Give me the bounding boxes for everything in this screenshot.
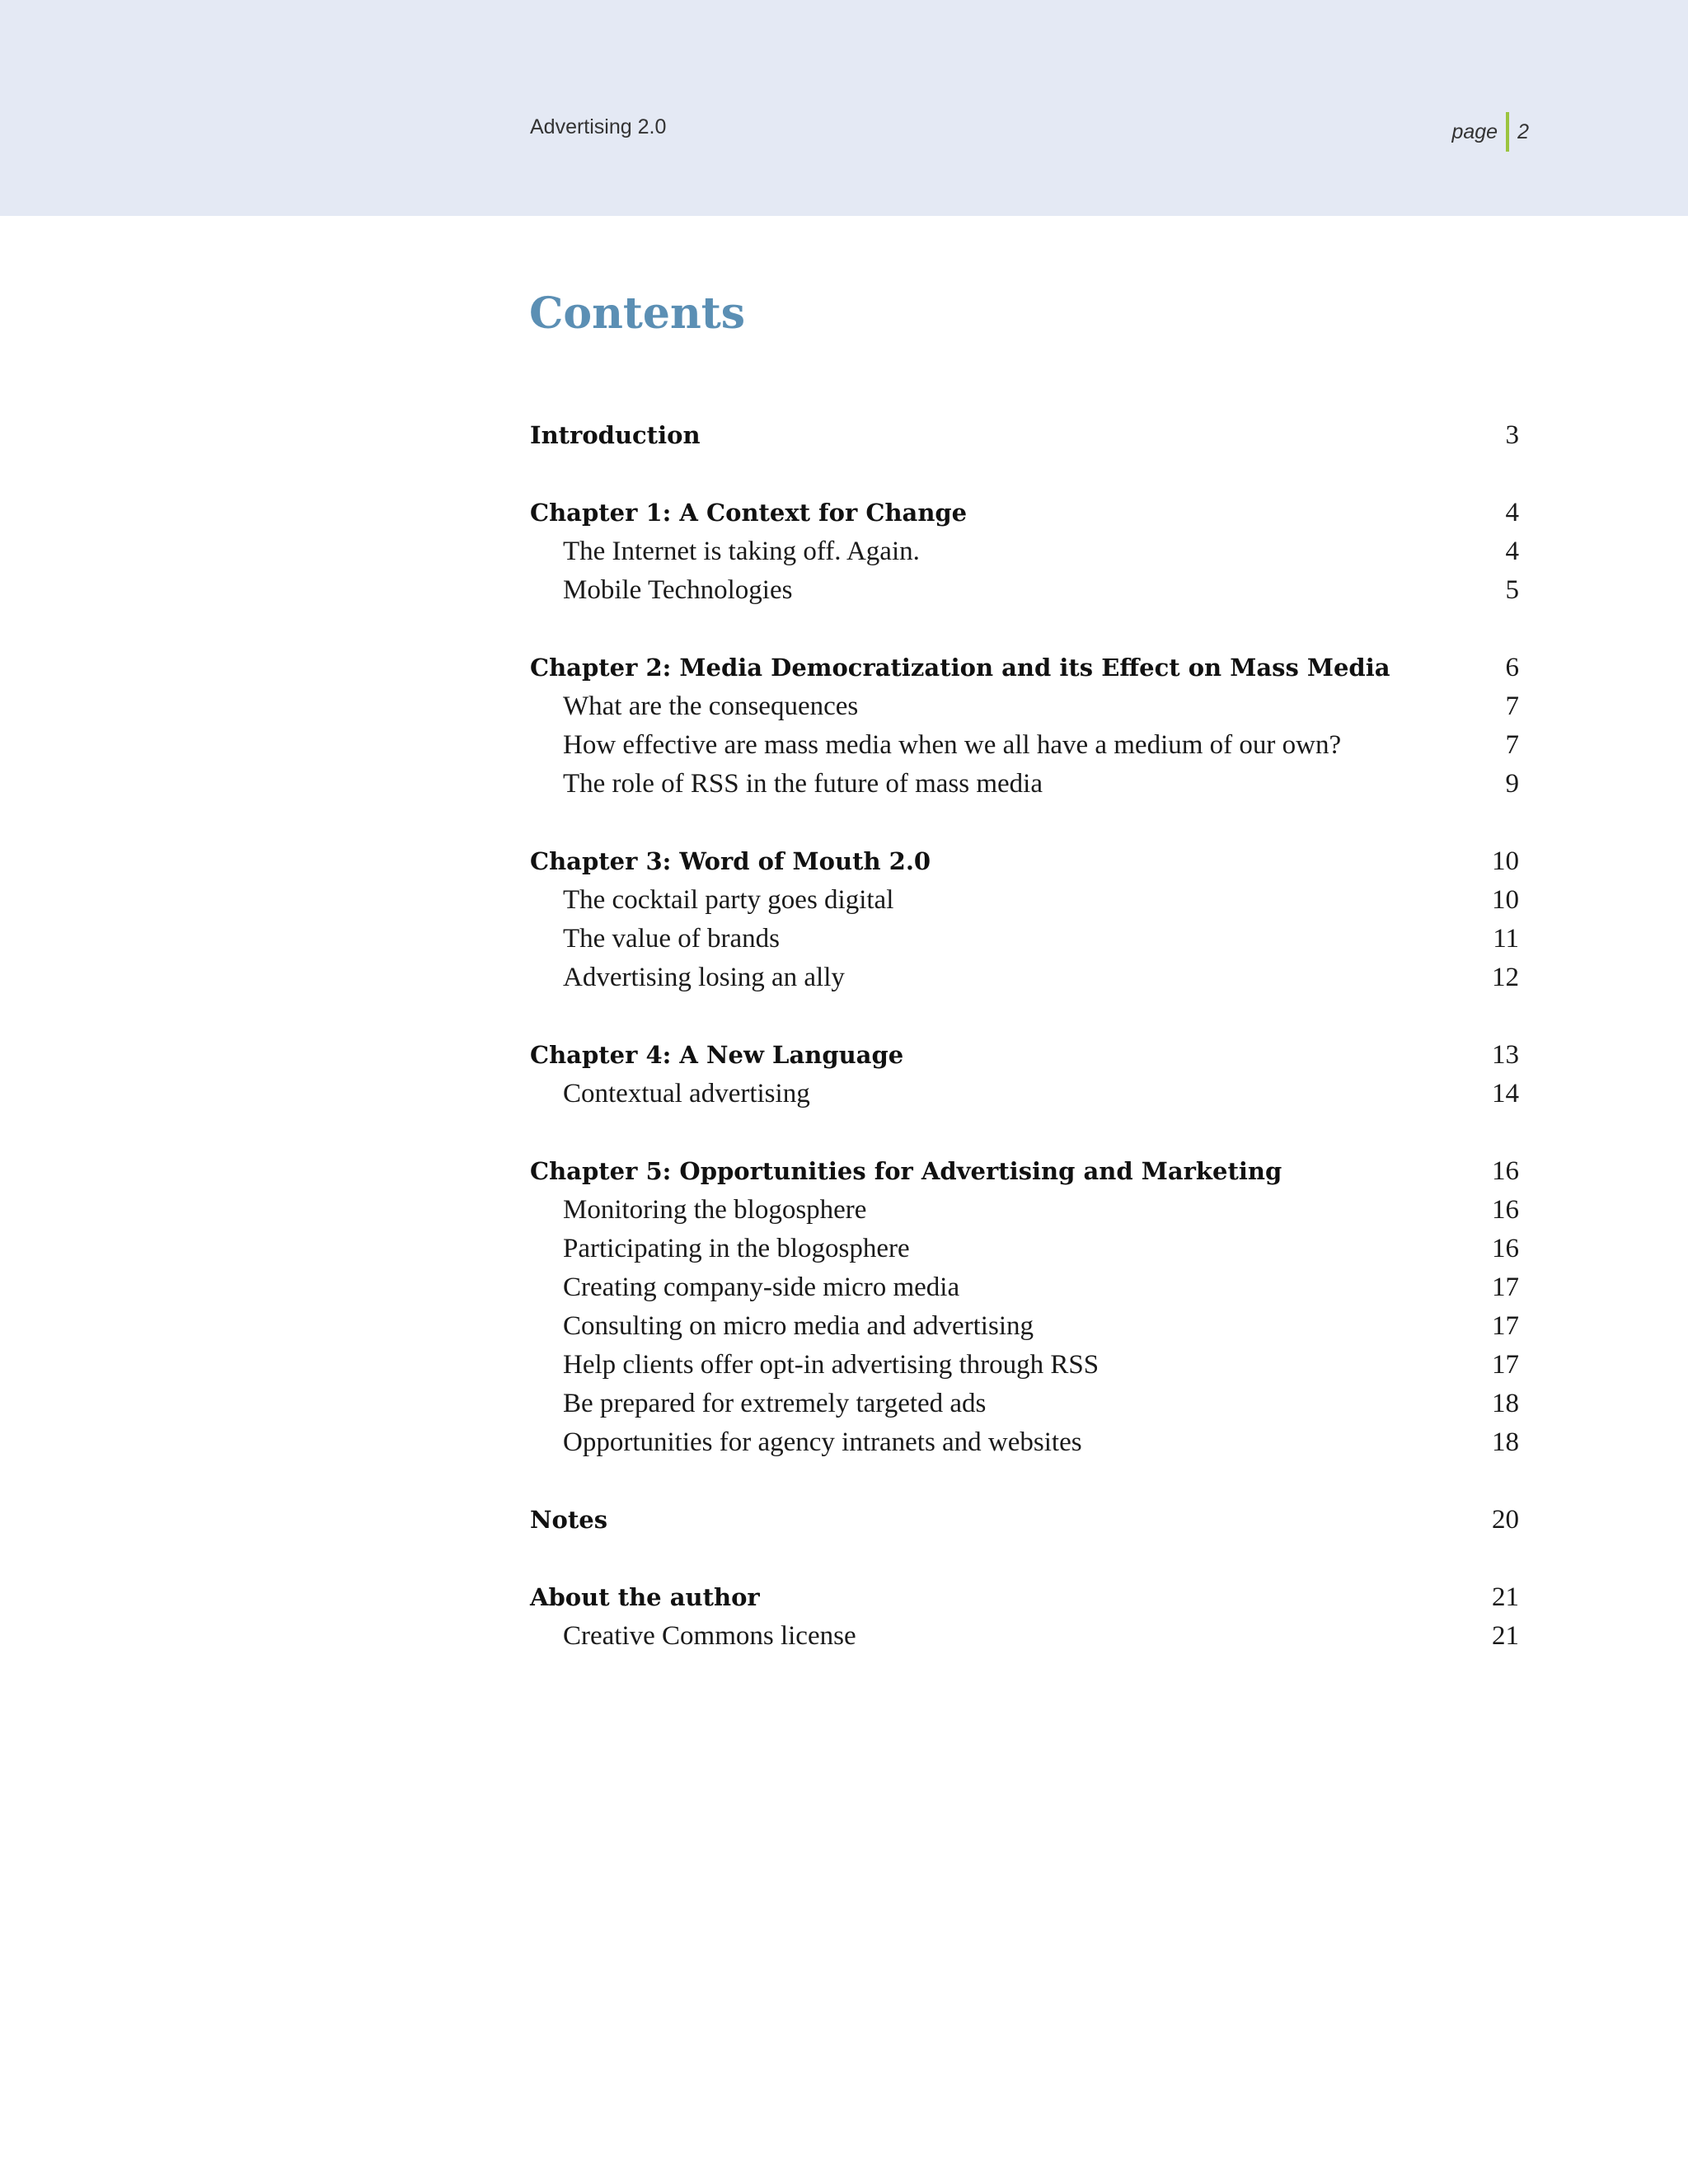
toc-entry-page: 7 (1505, 691, 1519, 721)
toc-entry-page: 9 (1505, 769, 1519, 799)
toc-entry-page: 11 (1493, 924, 1519, 954)
toc-entry-page: 14 (1492, 1079, 1519, 1108)
toc-entry-sub[interactable] (530, 687, 1519, 726)
toc-entry-page: 6 (1505, 653, 1519, 682)
toc-entry-label: Introduction (530, 421, 701, 449)
toc-entry-label: Consulting on micro media and advertising (563, 1311, 1034, 1341)
toc-entry-label: Creative Commons license (563, 1621, 856, 1651)
toc-entry-page: 17 (1492, 1272, 1519, 1302)
page-marker (1451, 112, 1529, 152)
toc-entry-sub[interactable] (530, 881, 1519, 920)
toc-entry-label: Creating company-side micro media (563, 1272, 960, 1302)
toc-entry-page: 3 (1505, 420, 1519, 450)
toc-entry-main[interactable] (530, 649, 1519, 687)
toc-entry-sub[interactable] (530, 1346, 1519, 1385)
toc-entry-main[interactable] (530, 1578, 1519, 1617)
running-title: Advertising 2.0 (530, 115, 667, 138)
toc-entry-page: 4 (1505, 537, 1519, 566)
page-word: page (1451, 120, 1498, 143)
toc-entry-sub[interactable] (530, 958, 1519, 997)
toc-entry-main[interactable] (530, 1152, 1519, 1191)
toc-entry-label: Chapter 4: A New Language (530, 1041, 904, 1069)
toc-entry-label: Contextual advertising (563, 1079, 810, 1108)
toc-entry-label: Chapter 3: Word of Mouth 2.0 (530, 847, 931, 875)
toc-entry-sub[interactable] (530, 765, 1519, 804)
toc-entry-page: 4 (1505, 498, 1519, 527)
toc-entry-sub[interactable] (530, 1385, 1519, 1423)
toc-section (530, 494, 1519, 610)
toc-entry-page: 10 (1492, 885, 1519, 915)
toc-entry-page: 17 (1492, 1311, 1519, 1341)
toc-entry-label: About the author (530, 1583, 760, 1611)
toc-entry-sub[interactable] (530, 571, 1519, 610)
toc-entry-label: Chapter 5: Opportunities for Advertising and Marketing (530, 1157, 1282, 1185)
toc-entry-page: 18 (1492, 1427, 1519, 1457)
toc-entry-main[interactable] (530, 416, 1519, 455)
toc-entry-page: 13 (1492, 1040, 1519, 1070)
toc-section (530, 416, 1519, 455)
toc-entry-label: Chapter 1: A Context for Change (530, 499, 968, 527)
toc-entry-label: What are the consequences (563, 691, 859, 721)
toc-entry-page: 16 (1492, 1195, 1519, 1225)
toc-entry-page: 20 (1492, 1505, 1519, 1535)
toc-entry-page: 21 (1492, 1582, 1519, 1612)
toc-entry-label: Mobile Technologies (563, 575, 793, 605)
toc-section (530, 1152, 1519, 1462)
toc-entry-sub[interactable] (530, 1075, 1519, 1113)
toc-section (530, 1578, 1519, 1656)
toc-entry-page: 17 (1492, 1350, 1519, 1380)
toc-entry-label: Chapter 2: Media Democratization and its Effect on Mass Media (530, 654, 1390, 682)
page-title: Contents (529, 288, 746, 339)
toc-entry-label: The value of brands (563, 924, 780, 954)
toc-entry-label: Be prepared for extremely targeted ads (563, 1389, 987, 1418)
toc-section (530, 1036, 1519, 1113)
toc-entry-sub[interactable] (530, 920, 1519, 958)
toc-entry-page: 12 (1492, 963, 1519, 992)
toc-entry-sub[interactable] (530, 1307, 1519, 1346)
table-of-contents (530, 416, 1519, 1694)
toc-entry-label: Notes (530, 1506, 608, 1534)
toc-entry-page: 21 (1492, 1621, 1519, 1651)
toc-entry-main[interactable] (530, 494, 1519, 532)
toc-entry-sub[interactable] (530, 1617, 1519, 1656)
toc-entry-main[interactable] (530, 1501, 1519, 1540)
toc-entry-label: Monitoring the blogosphere (563, 1195, 867, 1225)
toc-entry-page: 7 (1505, 730, 1519, 760)
toc-entry-sub[interactable] (530, 1230, 1519, 1268)
toc-entry-page: 10 (1492, 846, 1519, 876)
toc-entry-page: 5 (1505, 575, 1519, 605)
toc-entry-main[interactable] (530, 842, 1519, 881)
header-band (0, 0, 1688, 216)
page-divider (1506, 112, 1509, 152)
toc-section (530, 842, 1519, 997)
toc-entry-sub[interactable] (530, 532, 1519, 571)
toc-entry-label: The cocktail party goes digital (563, 885, 894, 915)
toc-entry-page: 16 (1492, 1234, 1519, 1263)
toc-entry-sub[interactable] (530, 1268, 1519, 1307)
toc-entry-label: How effective are mass media when we all have a medium of our own? (563, 730, 1342, 760)
toc-section (530, 1501, 1519, 1540)
toc-entry-label: The Internet is taking off. Again. (563, 537, 920, 566)
toc-entry-label: Opportunities for agency intranets and websites (563, 1427, 1082, 1457)
toc-entry-page: 16 (1492, 1156, 1519, 1186)
page-number: 2 (1517, 120, 1529, 143)
toc-entry-sub[interactable] (530, 1191, 1519, 1230)
toc-entry-main[interactable] (530, 1036, 1519, 1075)
toc-entry-sub[interactable] (530, 1423, 1519, 1462)
toc-entry-label: Participating in the blogosphere (563, 1234, 910, 1263)
toc-entry-sub[interactable] (530, 726, 1519, 765)
toc-entry-page: 18 (1492, 1389, 1519, 1418)
toc-entry-label: Advertising losing an ally (563, 963, 845, 992)
toc-entry-label: Help clients offer opt-in advertising through RSS (563, 1350, 1100, 1380)
toc-section (530, 649, 1519, 804)
toc-entry-label: The role of RSS in the future of mass media (563, 769, 1043, 799)
